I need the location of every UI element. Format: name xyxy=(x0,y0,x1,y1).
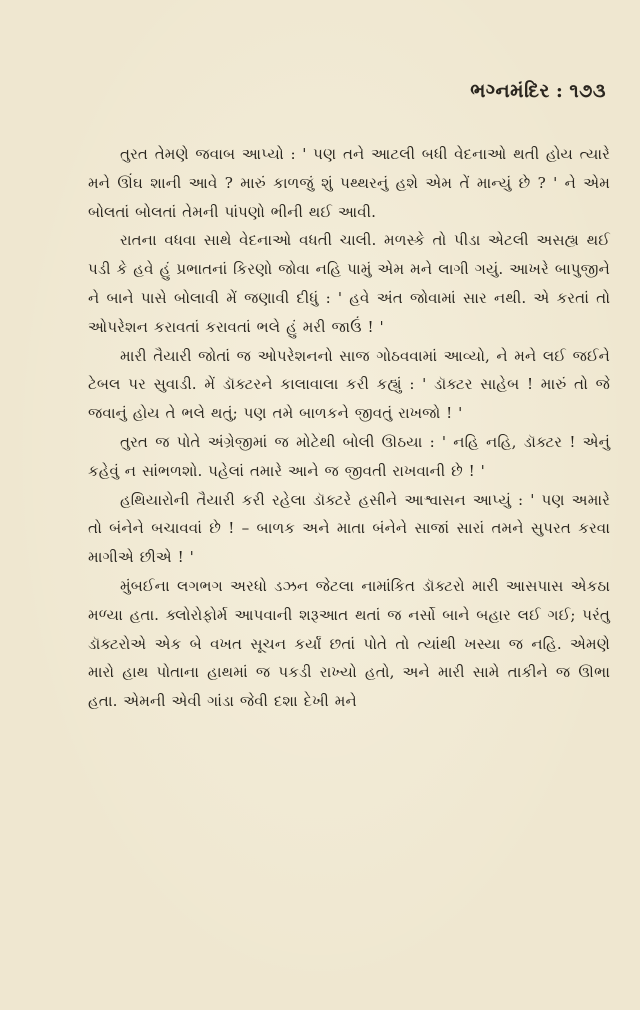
paragraph-2: રાતના વધવા સાથે વેદનાઓ વધતી ચાલી. મળસ્કે તો પીડા એટલી અસહ્ય થઈ પડી કે હવે હું પ્રભાતનાં કિરણો જોવા નહિ પામું એમ મને લાગી ગયું. આખરે બાપુજીને ને બાને પાસે બોલાવી મેં જણાવી દીધું : ' હવે અંત જોવામાં સાર નથી. એ કરતાં તો ઓપરેશન કરાવતાં કરાવતાં ભલે હું મરી જાઉં ! ' xyxy=(88,231,610,336)
body-text xyxy=(88,140,610,716)
paragraph-5: હથિયારોની તૈયારી કરી રહેલા ડૉક્ટરે હસીને આશ્વાસન આપ્યું : ' પણ અમારે તો બંનેને બચાવવાં છે ! – બાળક અને માતા બંનેને સાજાં સારાં તમને સુપરત કરવા માગીએ છીએ ! ' xyxy=(88,490,610,567)
page-number: ૧૭૩ xyxy=(569,80,606,102)
paragraph-4: તુરત જ પોતે અંગ્રેજીમાં જ મોટેથી બોલી ઊઠયા : ' નહિ નહિ, ડૉક્ટર ! એનું કહેવું ન સાંભળશો. પહેલાં તમારે આને જ જીવતી રાખવાની છે ! ' xyxy=(88,432,610,480)
header-separator: : xyxy=(555,80,564,102)
paragraph-1: તુરત તેમણે જવાબ આપ્યો : ' પણ તને આટલી બધી વેદનાઓ થતી હોય ત્યારે મને ઊંઘ શાની આવે ? મારું કાળજું શું પથ્થરનું હશે એમ તેં માન્યું છે ? ' ને એમ બોલતાં બોલતાં તેમની પાંપણો ભીની થઈ આવી. xyxy=(88,145,610,221)
running-header xyxy=(470,80,606,102)
book-title: ભગ્નમંદિર xyxy=(470,80,550,102)
paragraph-3: મારી તૈયારી જોતાં જ ઓપરેશનનો સાજ ગોઠવવામાં આવ્યો, ને મને લઈ જઈને ટેબલ પર સુવાડી. મેં ડૉક્ટરને કાલાવાલા કરી કહ્યું : ' ડૉક્ટર સાહેબ ! મારું તો જે જવાનું હોય તે ભલે થતું; પણ તમે બાળકને જીવતું રાખજો ! ' xyxy=(88,346,610,423)
paragraph-6: મુંબઈના લગભગ અરધો ડઝન જેટલા નામાંકિત ડૉક્ટરો મારી આસપાસ એકઠા મળ્યા હતા. ક્લોરોફોર્મ આપવાની શરૂઆત થતાં જ નર્સો બાને બહાર લઈ ગઈ; પરંતુ ડૉક્ટરોએ એક બે વખત સૂચન કર્યાં છતાં પોતે તો ત્યાંથી ખસ્યા જ નહિ. એમણે મારો હાથ પોતાના હાથમાં જ પકડી રાખ્યો હતો, અને મારી સામે તાકીને જ ઊભા હતા. એમની એવી ગાંડા જેવી દશા દેખી મને xyxy=(88,576,610,711)
